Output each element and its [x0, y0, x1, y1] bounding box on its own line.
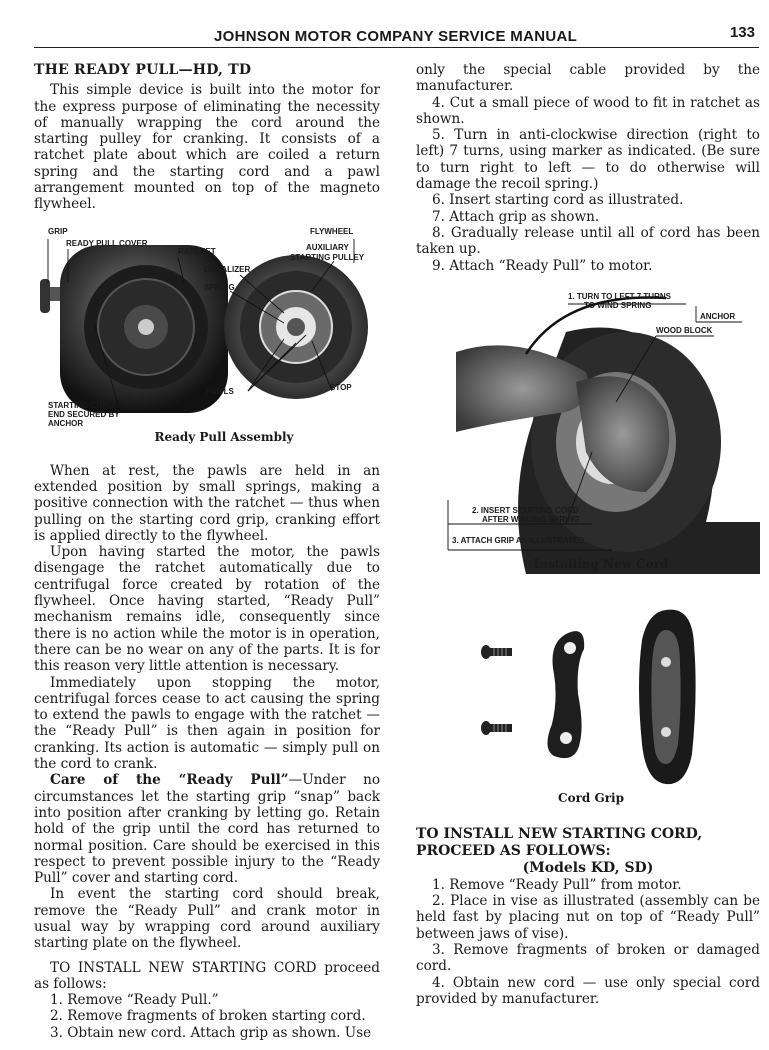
left-step-1: 1. Remove “Ready Pull.” — [50, 992, 219, 1009]
section-title-ready-pull: THE READY PULL—HD, TD — [34, 62, 252, 78]
label-attach-grip: 3. ATTACH GRIP AS ILLUSTRATED — [452, 535, 585, 545]
paragraph-care — [34, 772, 380, 886]
label-wood-block: WOOD BLOCK — [656, 325, 713, 335]
paragraph-continued: only the special cable provided by the manufacturer. — [416, 62, 760, 95]
kd-step-2: 2. Place in vise as illustrated (assembly can be held fast by placing nut on top of “Ready Pull” between jaws of vise). — [416, 893, 760, 942]
page-header — [34, 22, 759, 48]
paragraph-cord-break: In event the starting cord should break, remove the “Ready Pull” and crank motor in usual way by wrapping cord around auxiliary starting plate on the flywheel. — [34, 886, 380, 952]
right-step-7: 7. Attach grip as shown. — [432, 208, 600, 225]
right-step-4: 4. Cut a small piece of wood to fit in ratchet as shown. — [416, 94, 760, 127]
page-number: 133 — [729, 24, 755, 41]
right-column — [416, 62, 760, 1007]
label-equalizer: EQUALIZER — [204, 264, 251, 274]
right-step-8: 8. Gradually release until all of cord has been taken up. — [416, 224, 760, 258]
label-starting-cord: STARTING CORD — [48, 400, 115, 410]
label-anchor-right: ANCHOR — [700, 311, 736, 321]
label-auxiliary: AUXILIARY — [306, 242, 349, 252]
care-body: —Under no circumstances let the starting grip “snap” back into position after cranking by letting go. Retain hold of the grip until the cord has returned to normal position. Care should be exercised in this respect to prevent possible injury to the “Ready Pull” cover and starting cord. — [34, 772, 381, 887]
label-pawls: PAWLS — [206, 386, 234, 396]
label-end-secured: END SECURED BY — [48, 409, 120, 419]
kd-step-4: 4. Obtain new cord — use only special cord provided by manufacturer. — [416, 974, 760, 1007]
left-step-3: 3. Obtain new cord. Attach grip as shown. Use — [50, 1024, 372, 1041]
cord-grip-figure — [416, 604, 760, 812]
label-stop: STOP — [330, 382, 352, 392]
label-starting-pulley: STARTING PULLEY — [290, 252, 365, 262]
paragraph-at-rest: When at rest, the pawls are held in an extended position by small springs, making a positive connection with the ratchet — thus when pulling on the starting cord grip, cranking effort is applied directly to the flywheel. — [34, 462, 380, 544]
label-anchor: ANCHOR — [48, 418, 84, 428]
intro-paragraph: This simple device is built into the motor for the express purpose of eliminating the necessity of manually wrapping the cord around the starting pulley for cranking. It consists of a ratchet plate about which are coiled a return spring and the starting cord and a pawl arrangement mounted on top of the magneto flywheel. — [34, 82, 380, 213]
paragraph-stopping: Immediately upon stopping the motor, centrifugal forces cease to act causing the spring to extend the pawls to engage with the ratchet — the “Ready Pull” is then again in position for cranking. Its action is automatic — simply pull on the cord to crank. — [34, 674, 380, 773]
header-title: JOHNSON MOTOR COMPANY SERVICE MANUAL — [214, 28, 578, 45]
figure-caption-cord-grip: Cord Grip — [558, 790, 624, 805]
paragraph-having-started: Upon having started the motor, the pawls disengage the ratchet automatically due to centrifugal force created by rotation of the flywheel. Once having started, “Ready Pull” mechanism remains idle, consequently since there is no action while the motor is in operation, there can be no wear on any of the parts. It is for this reason very little attention is necessary. — [34, 544, 380, 675]
right-step-5: 5. Turn in anti-clockwise direction (right to left) 7 turns, using marker as indicated. (Be sure to turn right to left — to do otherwise will damage the recoil spring.) — [416, 127, 760, 193]
label-turn-to-left: 1. TURN TO LEFT 7 TURNS — [568, 291, 671, 301]
left-step-2: 2. Remove fragments of broken starting cord. — [50, 1008, 366, 1025]
kd-step-3: 3. Remove fragments of broken or damaged cord. — [416, 942, 760, 975]
ready-pull-assembly-figure — [34, 223, 380, 455]
section-title-install-cord-1: TO INSTALL NEW STARTING CORD, — [416, 825, 703, 842]
label-after-winding-spring: AFTER WINDING SPRING — [482, 514, 580, 524]
right-step-6: 6. Insert starting cord as illustrated. — [432, 192, 684, 209]
care-heading: Care of the “Ready Pull” — [50, 772, 289, 789]
label-flywheel: FLYWHEEL — [310, 226, 354, 236]
label-ready-pull-cover: READY PULL COVER — [66, 238, 148, 248]
section-models: (Models KD, SD) — [522, 859, 654, 876]
label-ratchet: RATCHET — [178, 246, 216, 256]
label-insert-starting-cord: 2. INSERT STARTING CORD — [472, 505, 579, 515]
label-to-wind-spring: TO WIND SPRING — [584, 300, 652, 310]
left-column — [34, 62, 380, 1041]
right-step-9: 9. Attach “Ready Pull” to motor. — [432, 257, 653, 274]
kd-step-1: 1. Remove “Ready Pull” from motor. — [432, 876, 682, 893]
figure-caption-ready-pull-assembly: Ready Pull Assembly — [154, 429, 294, 444]
paragraph-install-intro: TO INSTALL NEW STARTING CORD proceed as follows: — [34, 959, 380, 992]
label-spring: SPRING — [204, 282, 235, 292]
installing-new-cord-figure — [416, 292, 760, 602]
figure-caption-installing-new-cord: Installing New Cord — [533, 556, 669, 571]
section-title-install-cord-2: PROCEED AS FOLLOWS: — [416, 842, 611, 859]
label-grip: GRIP — [48, 226, 68, 236]
cord-grip-illustration — [416, 604, 760, 790]
